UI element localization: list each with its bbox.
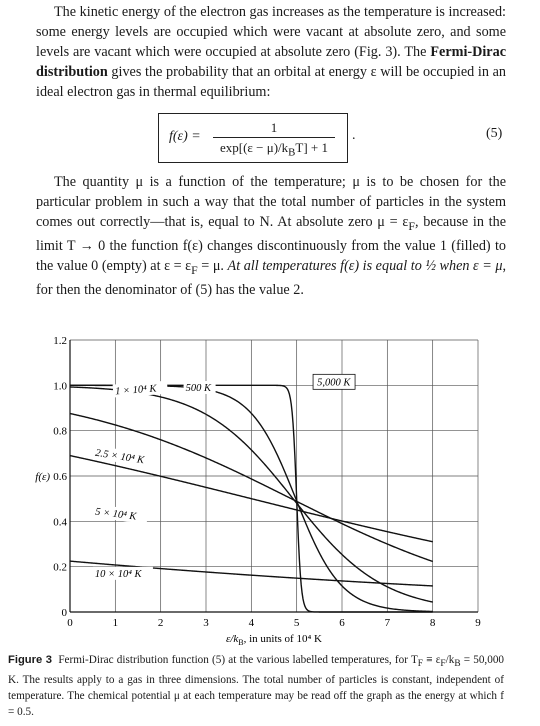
x-tick-label: 6: [339, 617, 345, 629]
curve-label: 2.5 × 10⁴ K: [94, 447, 145, 467]
chart-svg: [0, 330, 540, 646]
caption-label: Figure 3: [8, 654, 52, 666]
paragraph-chemical-potential: The quantity μ is a function of the temperature; μ is to be chosen for the particular problem in such a way that the total number of particles in the system comes out correctly—that is, equal to N. At absolute zero $\mu = \varepsilon_F$, because in the limit T → 0 the function f(ε) changes discontinuously from the value 1 (filled) to the value 0 (empty) at $\varepsilon = \varepsilon_F = \mu$. At all temperatures f(ε) is equal to ½ when ε = μ, for then the denominator of (5) has the value 2.: [36, 174, 507, 298]
x-tick-label: 9: [475, 617, 481, 629]
y-axis-label: f(ε): [35, 471, 50, 483]
y-tick-label: 0.8: [53, 425, 67, 438]
emphasis-text: At all temperatures f(ε) is equal to ½ when ε = μ: [227, 257, 503, 274]
x-tick-label: 3: [203, 617, 209, 629]
equation-denominator: $\exp[(\varepsilon - \mu)/k_BT] + 1$: [220, 140, 328, 159]
fermi-dirac-chart: [0, 330, 540, 646]
x-tick-label: 8: [429, 617, 436, 629]
x-axis-label: $\varepsilon/k_B$, in units of 10⁴ K: [225, 633, 323, 646]
curve-label: 500 K: [185, 383, 211, 394]
x-tick-label: 1: [112, 617, 119, 629]
x-tick-label: 0: [67, 617, 73, 629]
curve-label: 10 × 10⁴ K: [94, 568, 142, 580]
x-tick-label: 4: [248, 617, 255, 629]
paragraph-intro: [36, 2, 506, 102]
equation-trail: .: [352, 128, 356, 143]
equation-numerator: 1: [270, 120, 278, 135]
y-tick-label: 0.6: [53, 471, 67, 483]
text-run: The kinetic energy of the electron gas increases as the temperature is increased: some energy levels are occupied which were vacant at absolute zero, and some levels are vacant which were occupied at absolute zero (Fig. 3). The: [36, 4, 506, 60]
term-fermi-dirac: Fermi-Dirac distribution: [36, 44, 506, 80]
y-tick-label: 0: [61, 607, 67, 619]
equation-fraction: [209, 119, 339, 162]
equation-box: [158, 113, 348, 163]
curve-label: 5 × 10⁴ K: [94, 506, 137, 523]
figure-caption: Figure 3 Fermi-Dirac distribution function (5) at the various labelled temperatures, for $T_F \equiv \varepsilon_F/k_B = 50,000$ K. The results apply to a gas in three dimensions. The total number of particles is constant, independent of temperature. The chemical potential μ at each temperature may be read off the graph as the energy at which f = 0.5.: [8, 654, 505, 719]
text-run: gives the probability that an orbital at energy ε will be occupied in an ideal electron gas in thermal equilibrium:: [36, 64, 506, 100]
y-tick-label: 1.0: [53, 380, 67, 393]
equation-number: (5): [486, 126, 503, 141]
x-tick-label: 2: [157, 617, 164, 629]
equation-lhs: f(ε) =: [169, 129, 201, 144]
y-tick-label: 0.4: [53, 516, 67, 529]
y-tick-label: 1.2: [53, 335, 67, 347]
x-tick-label: 5: [293, 617, 300, 629]
y-tick-label: 0.2: [53, 561, 67, 574]
curve-label: 5,000 K: [317, 377, 351, 389]
fraction-bar: [213, 137, 335, 138]
curve-label: 1 × 10⁴ K: [114, 383, 157, 398]
x-tick-label: 7: [384, 617, 391, 629]
